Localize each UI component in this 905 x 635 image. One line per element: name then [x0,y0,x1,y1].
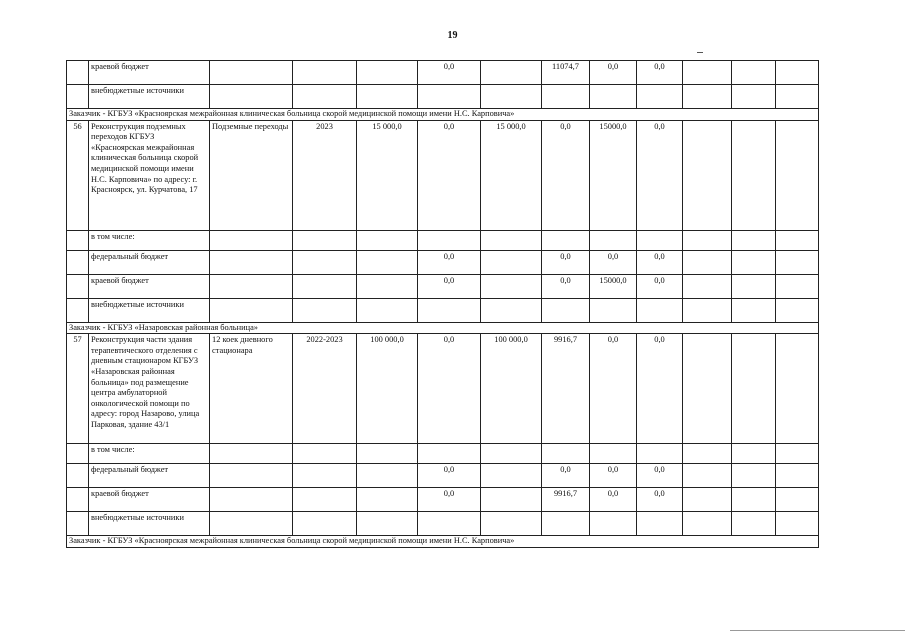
cell-value: 0,0 [418,488,481,512]
cell-value: 0,0 [542,274,590,298]
cell-value: 0,0 [542,250,590,274]
customer-label: Заказчик - КГБУЗ «Назаровская районная больница» [67,322,819,334]
cell-value: 15000,0 [590,120,637,230]
item-period: 2022-2023 [293,334,357,444]
table-row [67,85,819,109]
item-period: 2023 [293,120,357,230]
cell-value: 0,0 [590,61,637,85]
item-number: 56 [67,120,89,230]
table-row [67,512,819,536]
cell-value: 0,0 [418,334,481,444]
customer-label: Заказчик - КГБУЗ «Красноярская межрайонная клиническая больница скорой медицинской помощи имени Н.С. Карповича» [67,536,819,548]
cell-value: 0,0 [542,464,590,488]
table-row [67,464,819,488]
cell-value: 15000,0 [590,274,637,298]
cell-value: 0,0 [418,120,481,230]
row-label: внебюджетные источники [89,298,210,322]
cell-value: 0,0 [637,120,683,230]
cell-value: 0,0 [590,334,637,444]
row-label: краевой бюджет [89,488,210,512]
scan-mark [697,52,703,53]
table-row [67,274,819,298]
cell-value: 0,0 [637,334,683,444]
cell-value: 0,0 [637,488,683,512]
row-label: внебюджетные источники [89,85,210,109]
cell-value: 0,0 [590,464,637,488]
scan-edge-line [730,630,905,631]
customer-row [67,109,819,121]
table-row [67,298,819,322]
row-label: внебюджетные источники [89,512,210,536]
cell-value: 100 000,0 [481,334,542,444]
cell-value: 9916,7 [542,334,590,444]
customer-label: Заказчик - КГБУЗ «Красноярская межрайонная клиническая больница скорой медицинской помощи имени Н.С. Карповича» [67,109,819,121]
cell-value: 0,0 [637,250,683,274]
customer-row [67,536,819,548]
cell-value: 0,0 [590,250,637,274]
table-row [67,120,819,230]
investment-table [66,60,819,548]
item-name: Реконструкция части здания терапевтического отделения с дневным стационаром КГБУЗ «Назаровская районная больница» под размещение центра амбулаторной онкологической помощи по адресу: город Назарово, улица Парковая, здание 43/1 [89,334,210,444]
cell-value: 0,0 [418,250,481,274]
cell-value: 0,0 [637,61,683,85]
table-row [67,488,819,512]
row-label: в том числе: [89,444,210,464]
cell-value: 0,0 [637,464,683,488]
item-capacity: 12 коек дневного стационара [210,334,293,444]
row-label: краевой бюджет [89,61,210,85]
table-row [67,250,819,274]
item-number: 57 [67,334,89,444]
cell-value: 0,0 [590,488,637,512]
row-label: краевой бюджет [89,274,210,298]
row-label: в том числе: [89,230,210,250]
table-row [67,334,819,444]
item-cost: 15 000,0 [357,120,418,230]
cell-value: 0,0 [542,120,590,230]
item-cost: 100 000,0 [357,334,418,444]
table-row [67,61,819,85]
table-row [67,444,819,464]
customer-row [67,322,819,334]
cell-value: 9916,7 [542,488,590,512]
row-label: федеральный бюджет [89,250,210,274]
cell-value: 0,0 [637,274,683,298]
cell-value: 0,0 [418,61,481,85]
item-name: Реконструкция подземных переходов КГБУЗ «Красноярская межрайонная клиническая больница скорой медицинской помощи имени Н.С. Карповича» по адресу: г. Красноярск, ул. Курчатова, 17 [89,120,210,230]
cell-value: 11074,7 [542,61,590,85]
item-capacity: Подземные переходы [210,120,293,230]
cell-value: 0,0 [418,464,481,488]
page-number: 19 [447,30,458,41]
cell-value: 15 000,0 [481,120,542,230]
table-row [67,230,819,250]
cell-value: 0,0 [418,274,481,298]
row-label: федеральный бюджет [89,464,210,488]
